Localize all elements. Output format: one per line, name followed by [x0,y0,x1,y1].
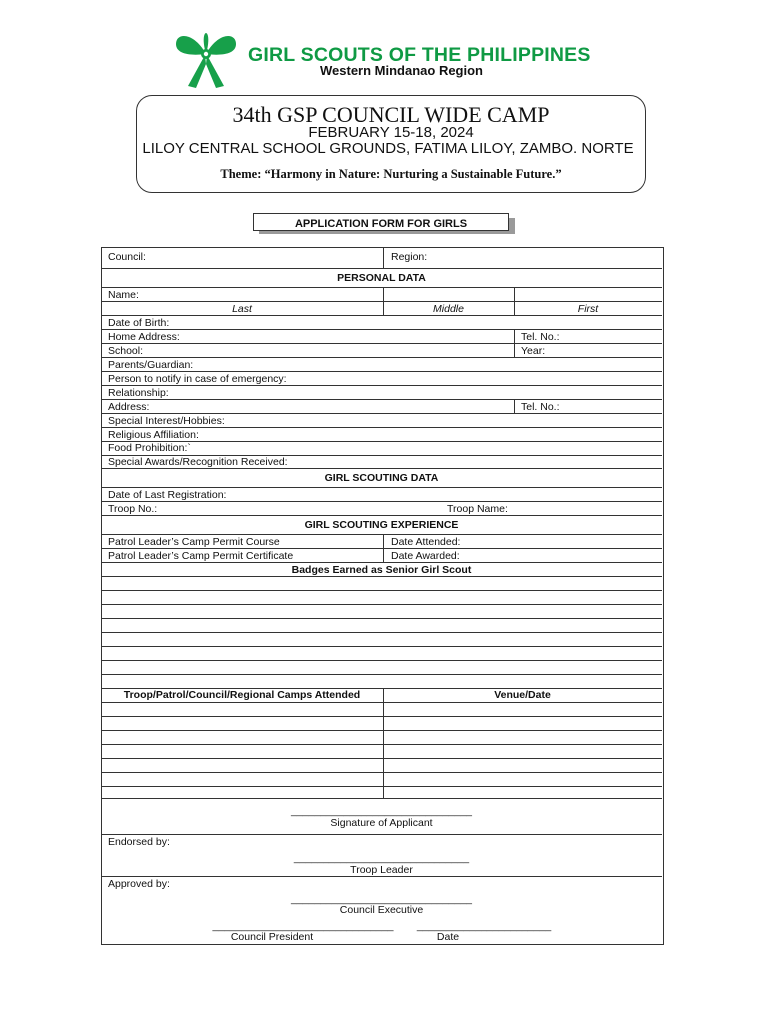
camps-attended-heading: Troop/Patrol/Council/Regional Camps Attended [123,689,361,701]
row-divider [101,329,662,330]
emergency-contact-label: Person to notify in case of emergency: [108,373,287,385]
row-divider [101,371,662,372]
row-divider [101,548,662,549]
name-last-label: Last [232,303,252,315]
school-label: School: [108,345,144,357]
camp-theme: Theme: “Harmony in Nature: Nurturing a Sustainable Future.” [220,167,562,181]
form-title: APPLICATION FORM FOR GIRLS [253,213,509,231]
parents-label: Parents/Guardian: [108,359,194,371]
row-divider [101,590,662,591]
troop-leader-line: ______________________________ [293,852,470,864]
tel-no-label: Tel. No.: [521,331,560,343]
col-divider [514,329,515,357]
venue-date-heading: Venue/Date [494,689,551,701]
row-divider [101,798,662,799]
personal-data-heading: PERSONAL DATA [337,272,426,284]
row-divider [101,786,662,787]
emergency-tel-label: Tel. No.: [521,401,560,413]
row-divider [101,730,662,731]
row-divider [101,515,662,516]
pl-certificate-label: Patrol Leader’s Camp Permit Certificate [108,550,294,562]
row-divider [101,562,662,563]
row-divider [101,534,662,535]
interests-label: Special Interest/Hobbies: [108,415,225,427]
endorsed-by-label: Endorsed by: [108,836,170,848]
religion-label: Religious Affiliation: [108,429,199,441]
row-divider [101,487,662,488]
row-divider [101,744,662,745]
trefoil-ribbon-logo [172,24,240,90]
council-executive-line: _______________________________ [290,893,473,905]
troop-no-label: Troop No.: [108,503,158,515]
gs-experience-heading: GIRL SCOUTING EXPERIENCE [304,519,459,531]
row-divider [101,674,662,675]
row-divider [101,660,662,661]
council-president-line: _______________________________ [212,920,394,932]
troop-leader-label: Troop Leader [350,864,413,876]
row-divider [101,618,662,619]
row-divider [101,876,662,877]
region-name: Western Mindanao Region [320,63,483,78]
troop-name-label: Troop Name: [447,503,508,515]
food-prohibition-label: Food Prohibition:` [108,442,191,454]
row-divider [101,427,662,428]
row-divider [101,758,662,759]
org-name: GIRL SCOUTS OF THE PHILIPPINES [248,44,591,66]
region-label: Region: [391,251,428,263]
row-divider [101,399,662,400]
camp-venue: LILOY CENTRAL SCHOOL GROUNDS, FATIMA LILOY, ZAMBO. NORTE [142,140,634,157]
row-divider [101,604,662,605]
camp-date: FEBRUARY 15-18, 2024 [308,124,474,141]
relationship-label: Relationship: [108,387,169,399]
col-divider [383,688,384,798]
application-table [101,247,664,945]
pl-course-label: Patrol Leader’s Camp Permit Course [108,536,280,548]
row-divider [101,646,662,647]
row-divider [101,268,662,269]
address-label: Address: [108,401,150,413]
last-registration-label: Date of Last Registration: [108,489,227,501]
row-divider [101,576,662,577]
dob-label: Date of Birth: [108,317,170,329]
row-divider [101,834,662,835]
row-divider [101,357,662,358]
gs-data-heading: GIRL SCOUTING DATA [324,472,439,484]
date-awarded-label: Date Awarded: [391,550,460,562]
camp-title: 34th GSP COUNCIL WIDE CAMP [232,102,550,127]
col-divider [383,247,384,268]
awards-label: Special Awards/Recognition Received: [108,456,288,468]
row-divider [101,287,662,288]
applicant-signature-label: Signature of Applicant [330,817,433,829]
name-first-label: First [577,303,599,315]
date-label: Date [436,931,460,943]
council-label: Council: [108,251,146,263]
row-divider [101,468,662,469]
row-divider [101,702,662,703]
row-divider [101,301,662,302]
row-divider [101,716,662,717]
date-line: _______________________ [416,920,552,932]
badges-heading: Badges Earned as Senior Girl Scout [291,564,472,576]
row-divider [101,343,662,344]
col-divider [514,399,515,413]
row-divider [101,501,662,502]
approved-by-label: Approved by: [108,878,170,890]
date-attended-label: Date Attended: [391,536,461,548]
council-president-label: Council President [230,931,314,943]
home-address-label: Home Address: [108,331,180,343]
row-divider [101,413,662,414]
year-label: Year: [521,345,546,357]
row-divider [101,385,662,386]
name-label: Name: [108,289,139,301]
applicant-signature-line: _______________________________ [290,805,473,817]
col-divider [383,534,384,562]
council-executive-label: Council Executive [339,904,424,916]
row-divider [101,315,662,316]
row-divider [101,632,662,633]
row-divider [101,772,662,773]
name-middle-label: Middle [433,303,464,315]
